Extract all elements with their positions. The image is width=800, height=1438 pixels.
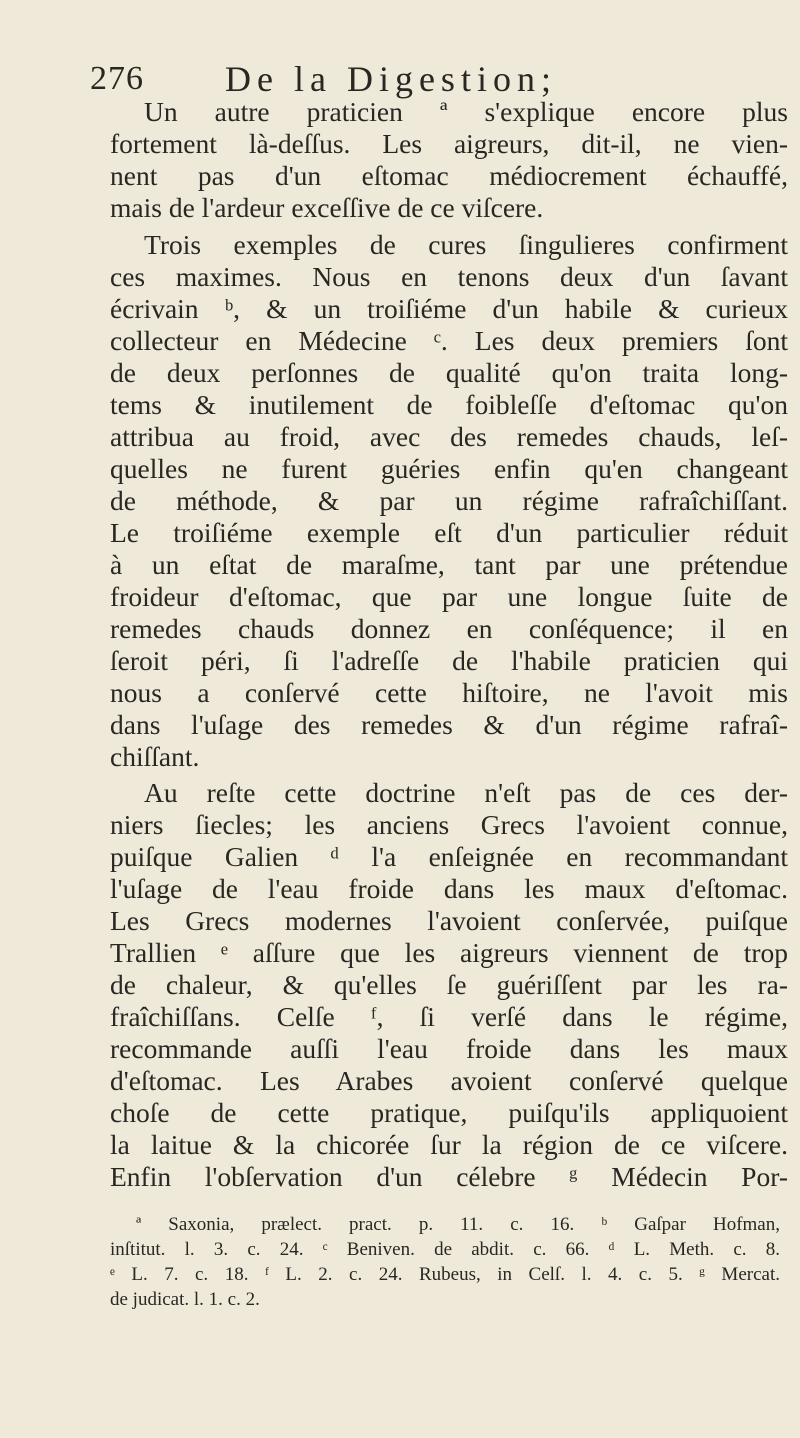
text-line: Les Grecs modernes l'avoient conſervée, puiſque <box>110 905 788 936</box>
text-line: recommande auſſi l'eau froide dans les maux <box>110 1033 788 1064</box>
footnote-line: inſtitut. l. 3. c. 24. ᶜ Beniven. de abdit. c. 66. ᵈ L. Meth. c. 8. <box>110 1239 780 1260</box>
text-line: de deux perſonnes de qualité qu'on traita long- <box>110 357 788 388</box>
text-line: d'eſtomac. Les Arabes avoient conſervé quelque <box>110 1065 788 1096</box>
text-line: froideur d'eſtomac, que par une longue ſuite de <box>110 581 788 612</box>
text-line: collecteur en Médecine ᶜ. Les deux premiers ſont <box>110 325 788 356</box>
footnote-line: de judicat. l. 1. c. 2. <box>110 1289 260 1310</box>
text-line: la laitue & la chicorée ſur la région de ce viſcere. <box>110 1129 788 1160</box>
text-line: nous a conſervé cette hiſtoire, ne l'avoit mis <box>110 677 788 708</box>
text-line: Le troiſiéme exemple eſt d'un particulier réduit <box>110 517 788 548</box>
text-line: puiſque Galien ᵈ l'a enſeignée en recommandant <box>110 841 788 872</box>
running-title: De la Digestion; <box>225 59 557 99</box>
footnote-line: ª Saxonia, prælect. pract. p. 11. c. 16. ᵇ Gaſpar Hofman, <box>136 1214 780 1235</box>
text-line: ſeroit péri, ſi l'adreſſe de l'habile praticien qui <box>110 645 788 676</box>
text-line: quelles ne furent guéries enfin qu'en changeant <box>110 453 788 484</box>
footnote-line: ᵉ L. 7. c. 18. ᶠ L. 2. c. 24. Rubeus, in Celſ. l. 4. c. 5. ᵍ Mercat. <box>110 1264 780 1285</box>
text-line: fraîchiſſans. Celſe ᶠ, ſi verſé dans le régime, <box>110 1001 788 1032</box>
text-line: l'uſage de l'eau froide dans les maux d'eſtomac. <box>110 873 788 904</box>
page-number: 276 <box>90 60 144 97</box>
text-line: à un eſtat de maraſme, tant par une prétendue <box>110 549 788 580</box>
text-line: de méthode, & par un régime rafraîchiſſant. <box>110 485 788 516</box>
text-line: écrivain ᵇ, & un troiſiéme d'un habile & curieux <box>110 293 788 324</box>
text-line: de chaleur, & qu'elles ſe guériſſent par les ra- <box>110 969 788 1000</box>
text-line: chiſſant. <box>110 741 200 772</box>
text-line: Trois exemples de cures ſingulieres confirment <box>144 229 788 260</box>
text-line: fortement là-deſſus. Les aigreurs, dit-il, ne vien- <box>110 128 788 159</box>
text-line: niers ſiecles; les anciens Grecs l'avoient connue, <box>110 809 788 840</box>
text-line: choſe de cette pratique, puiſqu'ils appliquoient <box>110 1097 788 1128</box>
text-line: attribua au froid, avec des remedes chauds, leſ- <box>110 421 788 452</box>
text-line: ces maximes. Nous en tenons deux d'un ſavant <box>110 261 788 292</box>
text-line: Un autre praticien ª s'explique encore plus <box>144 96 788 127</box>
text-line: nent pas d'un eſtomac médiocrement échauffé, <box>110 160 788 191</box>
text-line: tems & inutilement de foibleſſe d'eſtomac qu'on <box>110 389 788 420</box>
text-line: dans l'uſage des remedes & d'un régime rafraî- <box>110 709 788 740</box>
text-line: remedes chauds donnez en conſéquence; il en <box>110 613 788 644</box>
text-line: mais de l'ardeur exceſſive de ce viſcere. <box>110 192 544 223</box>
text-line: Au reſte cette doctrine n'eſt pas de ces der- <box>144 777 788 808</box>
text-line: Enfin l'obſervation d'un célebre ᵍ Médecin Por- <box>110 1161 788 1192</box>
text-line: Trallien ᵉ aſſure que les aigreurs viennent de trop <box>110 937 788 968</box>
